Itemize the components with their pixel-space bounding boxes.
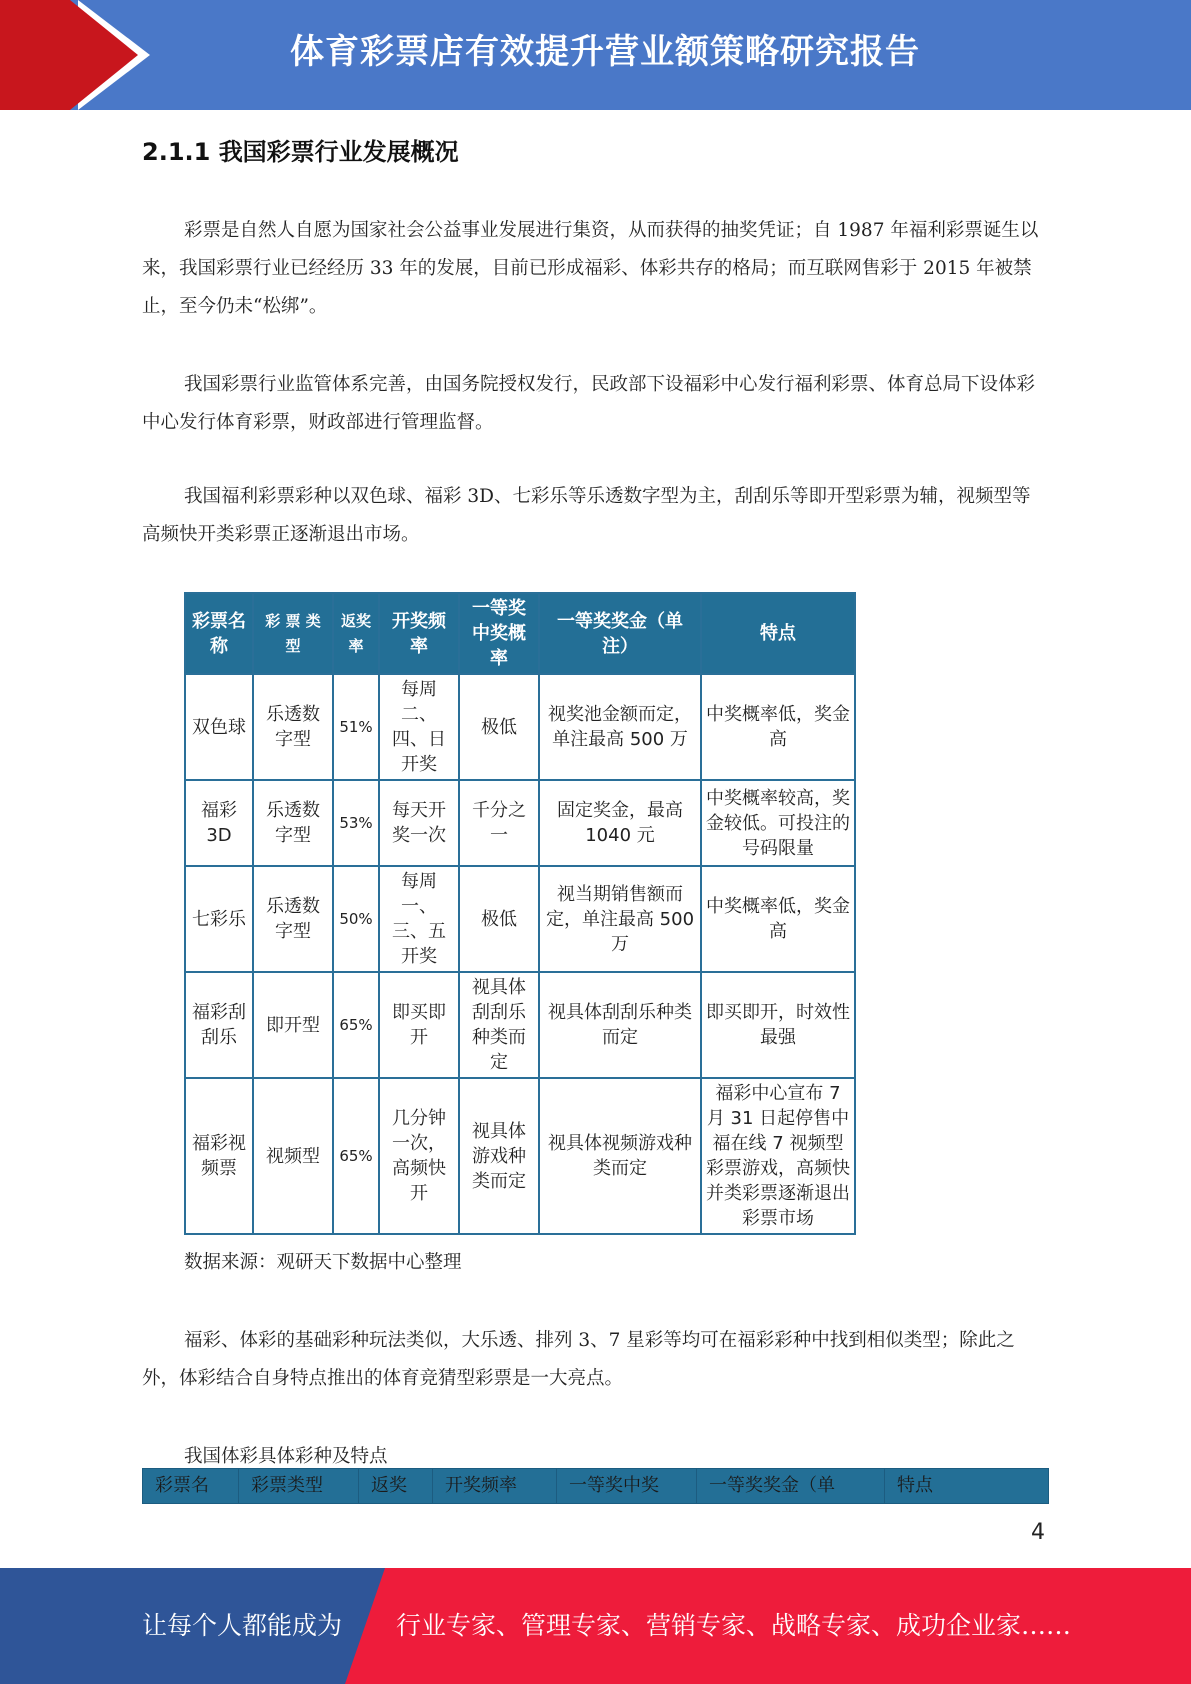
table-cell: 视当期销售额而定，单注最高 500 万 (539, 866, 701, 972)
table-cell: 视频型 (253, 1078, 333, 1234)
header-title: 体育彩票店有效提升营业额策略研究报告 (290, 32, 920, 72)
table-header-cell: 彩 票 类 型 (253, 593, 333, 674)
table-cell: 千分之一 (459, 780, 539, 866)
table-cell: 双色球 (185, 674, 253, 780)
table-cell: 即买即开，时效性最强 (701, 972, 855, 1078)
page-header (0, 0, 1191, 110)
table-header-cell: 返奖率 (333, 593, 379, 674)
table-cell: 视奖池金额而定，单注最高 500 万 (539, 674, 701, 780)
table-cell: 每周二、四、日开奖 (379, 674, 459, 780)
sports-lottery-table-header (142, 1468, 1049, 1504)
table-cell: 每天开奖一次 (379, 780, 459, 866)
table-cell: 65% (333, 972, 379, 1078)
table-cell: 视具体视频游戏种类而定 (539, 1078, 701, 1234)
table-cell: 50% (333, 866, 379, 972)
table-cell: 固定奖金，最高 1040 元 (539, 780, 701, 866)
table-cell: 中奖概率低，奖金高 (701, 674, 855, 780)
paragraph-4 (142, 1322, 1047, 1398)
table-cell: 乐透数字型 (253, 674, 333, 780)
table-row (185, 780, 855, 866)
page-footer (0, 1568, 1191, 1684)
table2-caption: 我国体彩具体彩种及特点 (184, 1446, 388, 1467)
table-cell: 即开型 (253, 972, 333, 1078)
table-cell: 即买即开 (379, 972, 459, 1078)
table-cell: 中奖概率低，奖金高 (701, 866, 855, 972)
table-cell: 七彩乐 (185, 866, 253, 972)
table-header-cell: 彩票类型 (239, 1469, 359, 1503)
table-cell: 福彩 3D (185, 780, 253, 866)
table-header-cell: 彩票名 (143, 1469, 239, 1503)
table-cell: 福彩中心宣布 7 月 31 日起停售中福在线 7 视频型彩票游戏，高频快并类彩票逐渐退出彩票市场 (701, 1078, 855, 1234)
table-cell: 福彩刮刮乐 (185, 972, 253, 1078)
paragraph-3-text: 我国福利彩票彩种以双色球、福彩 3D、七彩乐等乐透数字型为主，刮刮乐等即开型彩票为辅，视频型等高频快开类彩票正逐渐退出市场。 (142, 486, 1031, 545)
table-header-cell: 一等奖中奖 (557, 1469, 697, 1503)
table-cell: 51% (333, 674, 379, 780)
paragraph-2-text: 我国彩票行业监管体系完善，由国务院授权发行，民政部下设福彩中心发行福利彩票、体育总局下设体彩中心发行体育彩票，财政部进行管理监督。 (142, 374, 1036, 433)
footer-slogan-left: 让每个人都能成为 (142, 1611, 343, 1640)
paragraph-2 (142, 366, 1047, 442)
table-row (185, 866, 855, 972)
table-header-row (185, 593, 855, 674)
table-cell: 几分钟一次，高频快开 (379, 1078, 459, 1234)
paragraph-1-text: 彩票是自然人自愿为国家社会公益事业发展进行集资，从而获得的抽奖凭证；自 1987 年福利彩票诞生以来，我国彩票行业已经经历 33 年的发展，目前已形成福彩、体彩共存的格局；而互联网售彩于 2015 年被禁止，至今仍未“松绑”。 (142, 220, 1039, 317)
table-header-cell: 一等奖奖金（单 (697, 1469, 885, 1503)
table-header-cell: 一等奖奖金（单注） (539, 593, 701, 674)
table-cell: 福彩视频票 (185, 1078, 253, 1234)
table-row (185, 674, 855, 780)
table-row (185, 1078, 855, 1234)
table-header-cell: 特点 (897, 1475, 933, 1496)
table-header-cell: 特点 (701, 593, 855, 674)
table-header-cell: 开奖频率 (433, 1469, 557, 1503)
section-heading: 2.1.1 我国彩票行业发展概况 (142, 138, 459, 166)
paragraph-3 (142, 478, 1047, 554)
header-red-tip (70, 0, 138, 110)
table-cell: 极低 (459, 674, 539, 780)
table-header-cell: 返奖 (359, 1469, 433, 1503)
table-cell: 乐透数字型 (253, 780, 333, 866)
table-cell: 每周一、三、五开奖 (379, 866, 459, 972)
table-header-cell: 开奖频率 (379, 593, 459, 674)
table-cell: 极低 (459, 866, 539, 972)
table-cell: 视具体刮刮乐种类而定 (459, 972, 539, 1078)
table-cell: 视具体刮刮乐种类而定 (539, 972, 701, 1078)
table-row (185, 972, 855, 1078)
page-number: 4 (1031, 1520, 1045, 1545)
footer-blue-slant (345, 1568, 385, 1684)
header-red-block (0, 0, 70, 110)
table-header-cell: 彩票名称 (185, 593, 253, 674)
footer-slogan-right: 行业专家、管理专家、营销专家、战略专家、成功企业家…… (396, 1611, 1072, 1640)
table-header-cell: 一等奖中奖概率 (459, 593, 539, 674)
data-source-note: 数据来源：观研天下数据中心整理 (184, 1252, 462, 1273)
table-cell: 53% (333, 780, 379, 866)
table-cell: 中奖概率较高，奖金较低。可投注的号码限量 (701, 780, 855, 866)
paragraph-1 (142, 212, 1047, 326)
lottery-types-table (184, 592, 856, 1235)
paragraph-4-text: 福彩、体彩的基础彩种玩法类似，大乐透、排列 3、7 星彩等均可在福彩彩种中找到相似类型；除此之外，体彩结合自身特点推出的体育竞猜型彩票是一大亮点。 (142, 1330, 1015, 1389)
table-cell: 视具体游戏种类而定 (459, 1078, 539, 1234)
table-cell: 65% (333, 1078, 379, 1234)
table-cell: 乐透数字型 (253, 866, 333, 972)
